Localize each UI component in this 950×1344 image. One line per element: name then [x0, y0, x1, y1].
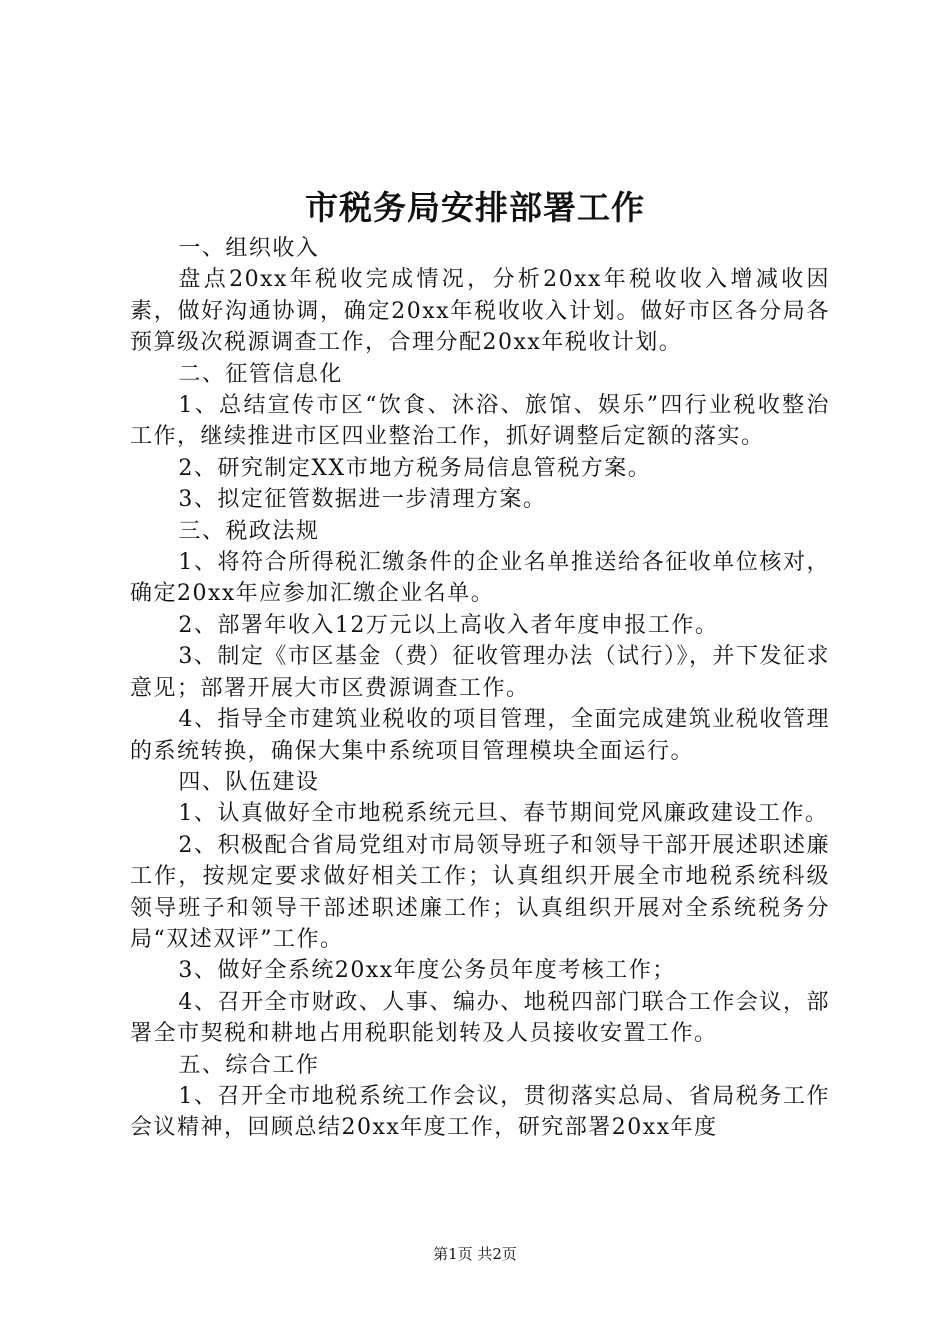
paragraph: 3、做好全系统20xx年度公务员年度考核工作；: [178, 958, 676, 984]
paragraph: 1、召开全市地税系统工作会议，贯彻落实总局、省局税务工作会议精神，回顾总结20xx年度工作，研究部署20xx年度: [130, 1083, 830, 1141]
section-heading: 一、组织收入: [178, 236, 320, 261]
paragraph: 3、制定《市区基金（费）征收管理办法（试行）》，并下发征求意见；部署开展大市区费源调查工作。: [130, 644, 830, 701]
page-footer: 第1页 共2页: [433, 1245, 517, 1263]
section-heading: 三、税政法规: [178, 518, 320, 544]
document-title: 市税务局安排部署工作: [305, 188, 645, 227]
paragraph: 1、总结宣传市区“饮食、沐浴、旅馆、娱乐”四行业税收整治工作，继续推进市区四业整治工作，抓好调整后定额的落实。: [130, 393, 830, 450]
document-body: [130, 233, 830, 1144]
section-heading: 二、征管信息化: [178, 361, 343, 387]
paragraph: 2、研究制定XX市地方税务局信息管税方案。: [178, 455, 652, 481]
section-heading: 五、综合工作: [178, 1052, 320, 1078]
paragraph: 4、召开全市财政、人事、编办、地税四部门联合工作会议，部署全市契税和耕地占用税职能划转及人员接收安置工作。: [130, 989, 830, 1047]
paragraph: 盘点20xx年税收完成情况，分析20xx年税收收入增减收因素，做好沟通协调，确定20xx年税收收入计划。做好市区各分局各预算级次税源调查工作，合理分配20xx年税收计划。: [130, 267, 830, 356]
paragraph: 4、指导全市建筑业税收的项目管理，全面完成建筑业税收管理的系统转换，确保大集中系统项目管理模块全面运行。: [130, 707, 830, 764]
paragraph: 1、认真做好全市地税系统元旦、春节期间党风廉政建设工作。: [178, 801, 829, 827]
paragraph: 2、部署年收入12万元以上高收入者年度申报工作。: [178, 612, 719, 638]
paragraph: 3、拟定征管数据进一步清理方案。: [178, 487, 547, 513]
section-heading: 四、队伍建设: [178, 769, 320, 795]
paragraph: 1、将符合所得税汇缴条件的企业名单推送给各征收单位核对，确定20xx年应参加汇缴企业名单。: [130, 550, 830, 607]
paragraph: 2、积极配合省局党组对市局领导班子和领导干部开展述职述廉工作，按规定要求做好相关工作；认真组织开展全市地税系统科级领导班子和领导干部述职述廉工作；认真组织开展对全系统税务分局“双述双评”工作。: [130, 832, 830, 952]
